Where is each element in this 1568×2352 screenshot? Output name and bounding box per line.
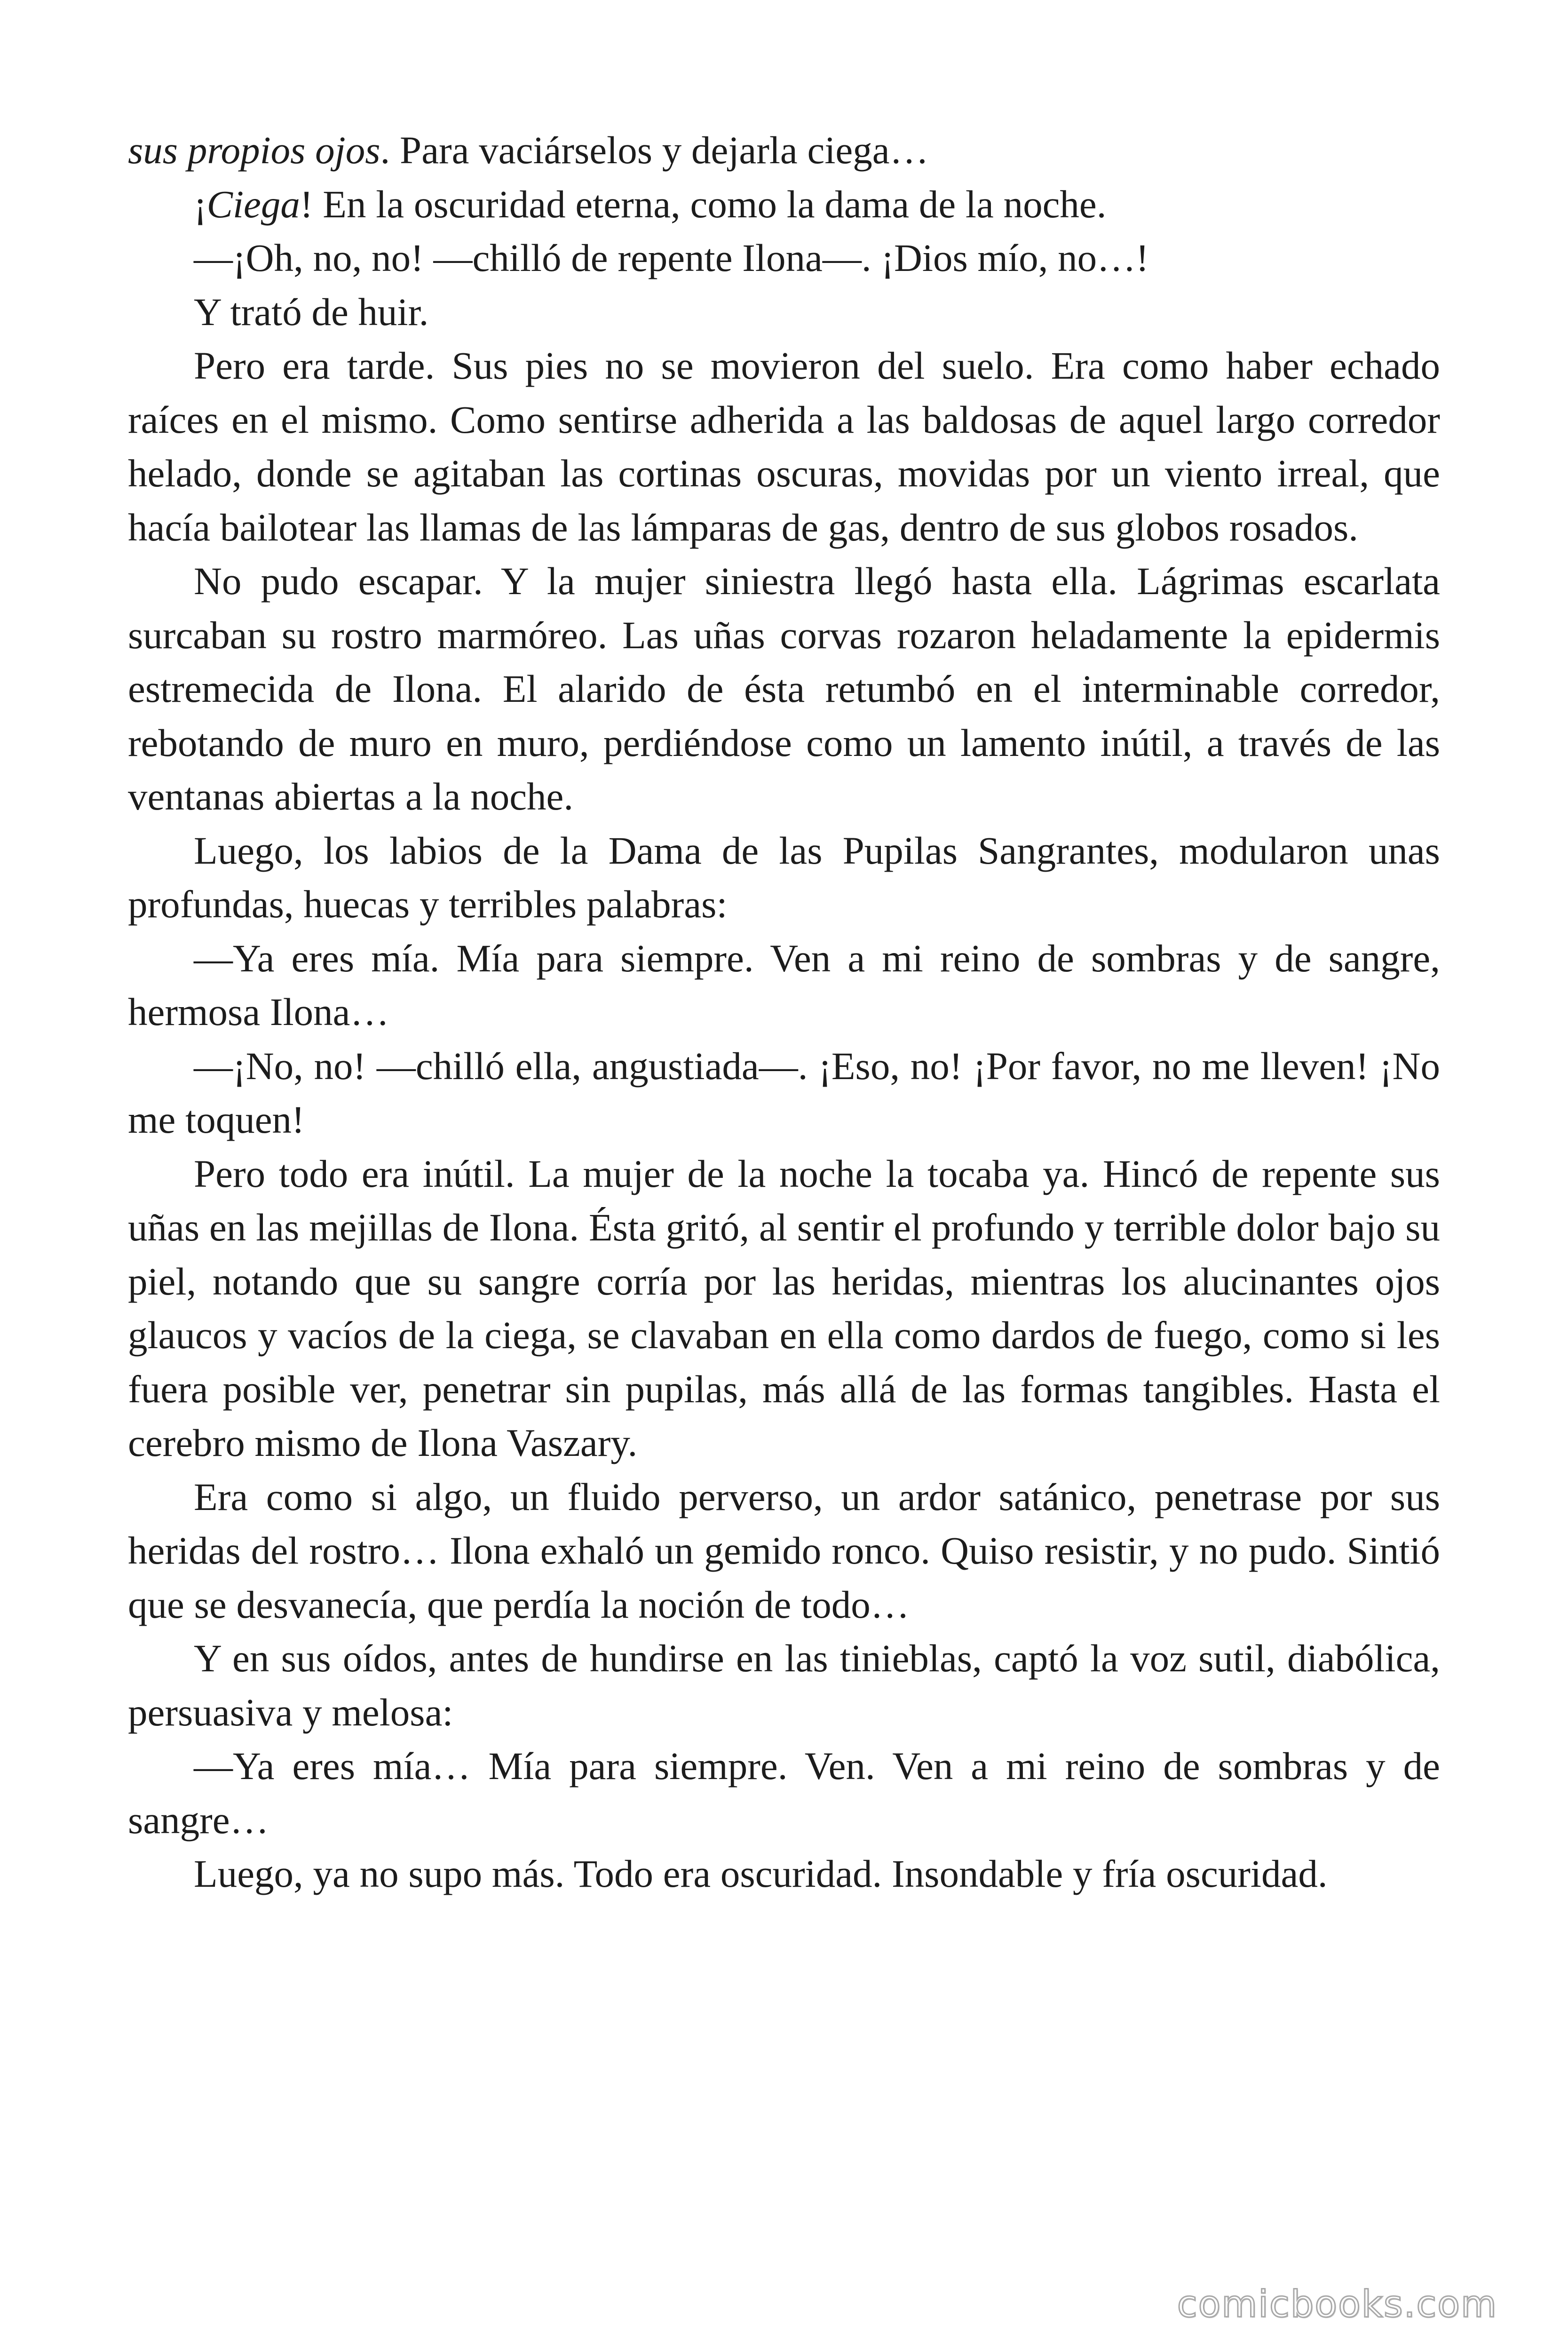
paragraph xyxy=(128,931,1440,1039)
paragraph xyxy=(128,339,1440,554)
paragraph xyxy=(128,824,1440,931)
text-span: Y en sus oídos, antes de hundirse en las tinieblas, captó la voz sutil, diabólica, persuasiva y melosa: xyxy=(128,1637,1440,1734)
paragraph xyxy=(128,1470,1440,1632)
paragraph xyxy=(128,1739,1440,1847)
paragraph xyxy=(128,1847,1440,1901)
text-span: Era como si algo, un fluido perverso, un ardor satánico, penetrase por sus heridas del rostro… Ilona exhaló un gemido ronco. Quiso resistir, y no pudo. Sintió que se desvanecía, que perdía la noción de todo… xyxy=(128,1475,1440,1626)
text-span: ¡ xyxy=(194,182,207,226)
paragraph xyxy=(128,231,1440,285)
text-span: Luego, ya no supo más. Todo era oscuridad. Insondable y fría oscuridad. xyxy=(194,1852,1328,1895)
text-span: —Ya eres mía… Mía para siempre. Ven. Ven a mi reino de sombras y de sangre… xyxy=(128,1744,1440,1842)
text-span: —¡No, no! —chilló ella, angustiada—. ¡Eso, no! ¡Por favor, no me lleven! ¡No me toquen! xyxy=(128,1044,1440,1141)
watermark-text: comicbooks.com xyxy=(1177,2283,1497,2326)
paragraph xyxy=(128,177,1440,231)
italic-span: sus propios ojos xyxy=(128,128,380,172)
text-span: . Para vaciárselos y dejarla ciega… xyxy=(380,128,929,172)
text-span: Pero era tarde. Sus pies no se movieron del suelo. Era como haber echado raíces en el mismo. Como sentirse adherida a las baldosas de aquel largo corredor helado, donde se agitaban las cortinas oscuras, movidas por un viento irreal, que hacía bailotear las llamas de las lámparas de gas, dentro de sus globos rosados. xyxy=(128,344,1440,549)
text-span: Y trató de huir. xyxy=(194,290,429,334)
book-page-text xyxy=(128,123,1440,1901)
paragraph xyxy=(128,1147,1440,1470)
paragraph xyxy=(128,1039,1440,1147)
paragraph xyxy=(128,123,1440,177)
text-span: ! En la oscuridad eterna, como la dama de la noche. xyxy=(300,182,1107,226)
paragraph xyxy=(128,285,1440,339)
paragraph xyxy=(128,1631,1440,1739)
text-span: No pudo escapar. Y la mujer siniestra llegó hasta ella. Lágrimas escarlata surcaban su rostro marmóreo. Las uñas corvas rozaron heladamente la epidermis estremecida de Ilona. El alarido de ésta retumbó en el interminable corredor, rebotando de muro en muro, perdiéndose como un lamento inútil, a través de las ventanas abiertas a la noche. xyxy=(128,559,1440,818)
paragraph xyxy=(128,554,1440,824)
text-span: Pero todo era inútil. La mujer de la noche la tocaba ya. Hincó de repente sus uñas en las mejillas de Ilona. Ésta gritó, al sentir el profundo y terrible dolor bajo su piel, notando que su sangre corría por las heridas, mientras los alucinantes ojos glaucos y vacíos de la ciega, se clavaban en ella como dardos de fuego, como si les fuera posible ver, penetrar sin pupilas, más allá de las formas tangibles. Hasta el cerebro mismo de Ilona Vaszary. xyxy=(128,1152,1440,1464)
italic-span: Ciega xyxy=(206,182,300,226)
text-span: —Ya eres mía. Mía para siempre. Ven a mi reino de sombras y de sangre, hermosa Ilona… xyxy=(128,936,1440,1033)
text-span: Luego, los labios de la Dama de las Pupilas Sangrantes, modularon unas profundas, huecas y terribles palabras: xyxy=(128,828,1440,926)
text-span: —¡Oh, no, no! —chilló de repente Ilona—. ¡Dios mío, no…! xyxy=(194,236,1149,279)
